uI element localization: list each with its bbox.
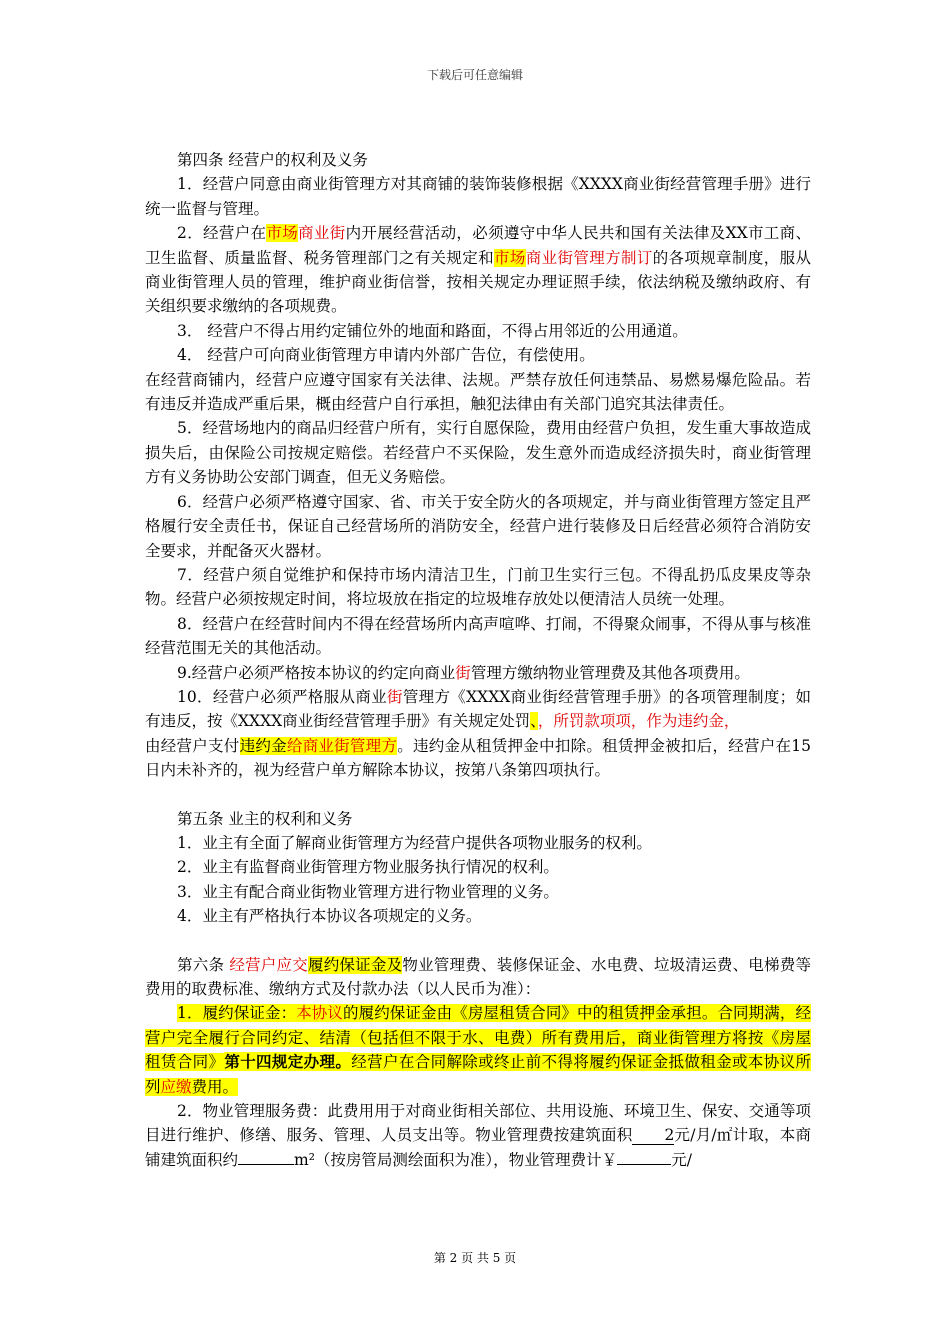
article-6-title: 第六条 经营户应交履约保证金及物业管理费、装修保证金、水电费、垃圾清运费、电梯费等费用的取费标准、缴纳方式及付款办法（以人民币为准）： [145,955,811,998]
article-4-item-10: 10．经营户必须严格服从商业街管理方《XXXX商业街经营管理手册》的各项管理制度；如有违反，按《XXXX商业街经营管理手册》有关规定处罚、，所罚款项项，作为违约金， 由经营户支付违约金给商业街管理方。违约金从租赁押金中扣除。租赁押金被扣后，经营户在15日内未补齐的，视为经营户单方解除本协议，按第八条第四项执行。 [145,687,811,780]
article-5-item-3: 3．业主有配合商业街物业管理方进行物业管理的义务。 [177,882,559,901]
article-5-item-2: 2．业主有监督商业街管理方物业服务执行情况的权利。 [177,858,559,877]
article-6-item-1: 1．履约保证金：本协议的履约保证金由《房屋租赁合同》中的租赁押金承担。合同期满，经营户完全履行合同约定、结清（包括但不限于水、电费）所有费用后，商业街管理方将按《房屋租赁合同》第十四规定办理。经营户在合同解除或终止前不得将履约保证金抵做租金或本协议所列应缴费用。 [145,1004,811,1096]
area-blank [238,1164,294,1165]
document-body [145,148,811,1172]
article-4-item-8: 8．经营户在经营时间内不得在经营场所内高声喧哗、打闹，不得聚众闹事，不得从事与核准经营范围无关的其他活动。 [145,614,811,658]
article-4-item-7: 7．经营户须自觉维护和保持市场内清洁卫生，门前卫生实行三包。不得乱扔瓜皮果皮等杂物。经营户必须按规定时间，将垃圾放在指定的垃圾堆存放处以便清洁人员统一处理。 [145,565,811,609]
article-4-item-2: 2．经营户在市场商业街内开展经营活动，必须遵守中华人民共和国有关法律及XX市工商、卫生监督、质量监督、税务管理部门之有关规定和市场商业街管理方制订的各项规章制度，服从商业街管理人员的管理，维护商业街信誉，按相关规定办理证照手续，依法纳税及缴纳政府、有关组织要求缴纳的各项规费。 [145,224,811,316]
article-5-title: 第五条 业主的权利和义务 [177,809,353,828]
page-footer: 第 2 页 共 5 页 [433,1251,517,1265]
article-4-item-3: 3． 经营户不得占用约定铺位外的地面和路面，不得占用邻近的公用通道。 [177,321,688,340]
highlight-market: 市场 [494,248,526,267]
article-4-item-9: 9.经营户必须严格按本协议的约定向商业街管理方缴纳物业管理费及其他各项费用。 [177,663,750,682]
article-5-item-4: 4．业主有严格执行本协议各项规定的义务。 [177,907,482,926]
spacer [145,929,811,953]
fee-rate-value: 2 [632,1126,674,1145]
article-6-item-2: 2．物业管理服务费：此费用用于对商业街相关部位、共用设施、环境卫生、保安、交通等项目进行维护、修缮、服务、管理、人员支出等。物业管理费按建筑面积 2元/月/㎡计取，本商铺建筑面积约 m²（按房管局测绘面积为准），物业管理费计￥ 元/ [145,1102,811,1169]
article-4-item-4-note: 在经营商铺内，经营户应遵守国家有关法律、法规。严禁存放任何违禁品、易燃易爆危险品。若有违反并造成严重后果，概由经营户自行承担，触犯法律由有关部门追究其法律责任。 [145,370,811,414]
page-header: 下载后可任意编辑 [426,68,523,82]
article-4-item-5: 5．经营场地内的商品归经营户所有，实行自愿保险，费用由经营户负担，发生重大事故造成损失后，由保险公司按规定赔偿。若经营户不买保险，发生意外而造成经济损失时，商业街管理方有义务协助公安部门调查，但无义务赔偿。 [145,419,811,487]
article-4-title: 第四条 经营户的权利及义务 [177,151,368,169]
article-4-item-1: 1．经营户同意由商业街管理方对其商铺的装饰装修根据《XXXX商业街经营管理手册》进行统一监督与管理。 [145,175,811,218]
article-4-item-6: 6．经营户必须严格遵守国家、省、市关于安全防火的各项规定，并与商业街管理方签定且严格履行安全责任书，保证自己经营场所的消防安全，经营户进行装修及日后经营必须符合消防安全要求，并配备灭火器材。 [145,492,811,560]
article-5-item-1: 1．业主有全面了解商业街管理方为经营户提供各项物业服务的权利。 [177,833,652,852]
highlight-market: 市场 [266,224,299,243]
article-4-item-4: 4． 经营户可向商业街管理方申请内外部广告位，有偿使用。 [177,346,595,365]
spacer [145,783,811,807]
fee-blank [617,1164,671,1165]
